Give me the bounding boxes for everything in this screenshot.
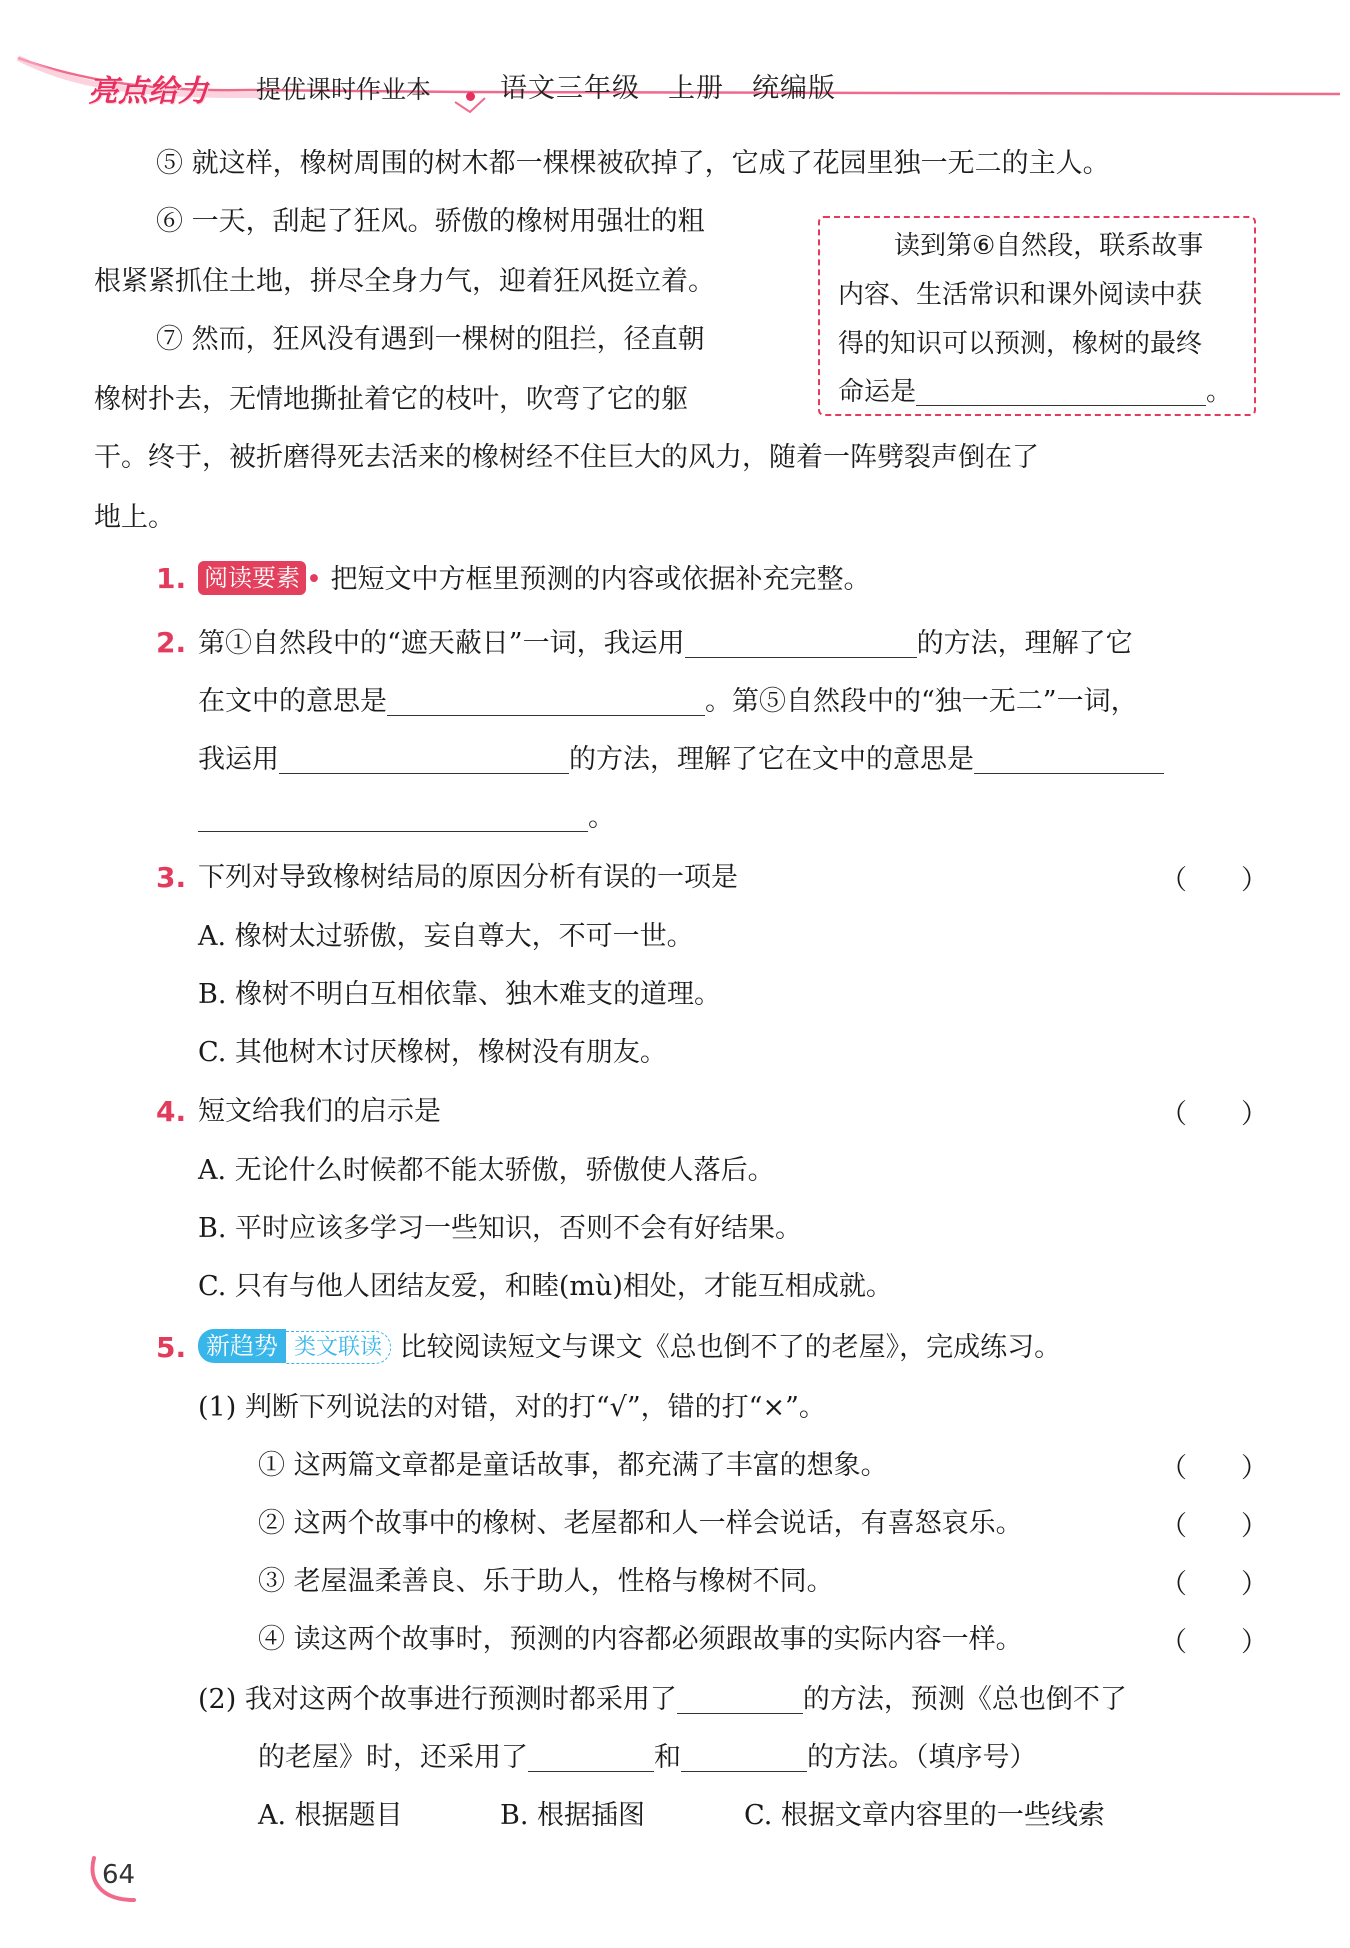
q5-text: 比较阅读短文与课文《总也倒不了的老屋》，完成练习。 xyxy=(399,1332,1062,1363)
q2-text-2: 的方法，理解了它 xyxy=(916,628,1133,659)
q5-item-4-paren[interactable]: （ ） xyxy=(1160,1627,1268,1658)
q5-sub2-line-2 xyxy=(258,1738,1037,1778)
related-reading-tag: 类文联读 xyxy=(286,1331,391,1364)
q2-blank-2[interactable] xyxy=(387,683,705,716)
page-number: 64 xyxy=(102,1860,136,1890)
q1-text: 把短文中方框里预测的内容或依据补充完整。 xyxy=(330,564,871,595)
q4-option-c[interactable]: C. 只有与他人团结友爱，和睦(mù)相处，才能互相成就。 xyxy=(198,1271,893,1302)
series-title: 提优课时作业本 xyxy=(256,75,432,104)
paragraph-7-line-2: 橡树扑去，无情地撕扯着它的枝叶，吹弯了它的躯 xyxy=(94,384,688,415)
q2-text-4: 。第⑤自然段中的“独一无二”一词， xyxy=(705,686,1138,717)
reading-element-tag: 阅读要素 xyxy=(198,561,306,595)
q5-sub2-blank-3[interactable] xyxy=(681,1739,807,1772)
q2-line-1 xyxy=(198,624,1133,664)
q2-blank-5[interactable] xyxy=(198,799,588,832)
q2-number: 2. xyxy=(156,626,187,659)
q3-option-a[interactable]: A. 橡树太过骄傲，妄自尊大，不可一世。 xyxy=(198,921,694,952)
tag-dot-icon: • xyxy=(306,564,322,595)
q5-number: 5. xyxy=(156,1331,187,1364)
q5-sub2-text-3: 的老屋》时，还采用了 xyxy=(258,1742,528,1773)
paragraph-5: ⑤ 就这样，橡树周围的树木都一棵棵被砍掉了，它成了花园里独一无二的主人。 xyxy=(156,148,1110,179)
q2-text-3: 在文中的意思是 xyxy=(198,686,387,717)
q5-sub2-text-1: (2) 我对这两个故事进行预测时都采用了 xyxy=(198,1684,677,1715)
q2-text-1: 第①自然段中的“遮天蔽日”一词，我运用 xyxy=(198,628,685,659)
q5-item-4: ④ 读这两个故事时，预测的内容都必须跟故事的实际内容一样。 xyxy=(258,1624,1023,1655)
tip-line-4 xyxy=(838,372,1232,412)
q2-text-7: 。 xyxy=(588,802,615,833)
q2-line-3 xyxy=(198,740,1164,780)
q5-choice-b: B. 根据插图 xyxy=(500,1800,646,1831)
q5-item-2-paren[interactable]: （ ） xyxy=(1160,1511,1268,1542)
q5-sub2-text-2: 的方法，预测《总也倒不了 xyxy=(802,1684,1127,1715)
q5-sub2-text-5: 的方法。（填序号） xyxy=(807,1742,1037,1773)
q2-blank-4[interactable] xyxy=(974,741,1164,774)
paragraph-7-line-1: ⑦ 然而，狂风没有遇到一棵树的阻拦，径直朝 xyxy=(156,324,705,355)
tip-line-4-text: 命运是 xyxy=(838,377,917,407)
q5-sub2-text-4: 和 xyxy=(654,1742,681,1773)
q2-blank-1[interactable] xyxy=(685,625,917,658)
new-trend-tag: 新趋势 xyxy=(198,1329,286,1363)
tip-line-2: 内容、生活常识和课外阅读中获 xyxy=(838,280,1203,310)
q3-option-b[interactable]: B. 橡树不明白互相依靠、独木难支的道理。 xyxy=(198,979,722,1010)
q1-number: 1. xyxy=(156,562,187,595)
q3-answer-paren[interactable]: （ ） xyxy=(1160,865,1268,896)
tip-line-4-end: 。 xyxy=(1206,377,1233,407)
paragraph-6-line-1: ⑥ 一天，刮起了狂风。骄傲的橡树用强壮的粗 xyxy=(156,206,705,237)
q5-sub2-line-1 xyxy=(198,1680,1127,1720)
q4-option-a[interactable]: A. 无论什么时候都不能太骄傲，骄傲使人落后。 xyxy=(198,1155,775,1186)
q5-item-2: ② 这两个故事中的橡树、老屋都和人一样会说话，有喜怒哀乐。 xyxy=(258,1508,1023,1539)
tip-line-3: 得的知识可以预测，橡树的最终 xyxy=(838,329,1203,359)
q5-sub2-blank-2[interactable] xyxy=(528,1739,654,1772)
q2-line-2 xyxy=(198,682,1138,722)
q4-answer-paren[interactable]: （ ） xyxy=(1160,1099,1268,1130)
q3-number: 3. xyxy=(156,861,187,894)
q5-item-3: ③ 老屋温柔善良、乐于助人，性格与橡树不同。 xyxy=(258,1566,834,1597)
brand-logo: 亮点给力 xyxy=(88,74,208,109)
q3-option-c[interactable]: C. 其他树木讨厌橡树，橡树没有朋友。 xyxy=(198,1037,667,1068)
q2-line-4 xyxy=(198,798,615,838)
q3-text: 下列对导致橡树结局的原因分析有误的一项是 xyxy=(198,862,738,893)
paragraph-7-line-3: 干。终于，被折磨得死去活来的橡树经不住巨大的风力，随着一阵劈裂声倒在了 xyxy=(94,442,1039,473)
paragraph-7-line-4: 地上。 xyxy=(94,502,175,533)
q5-item-1: ① 这两篇文章都是童话故事，都充满了丰富的想象。 xyxy=(258,1450,888,1481)
q5-sub2-blank-1[interactable] xyxy=(677,1681,803,1714)
q4-option-b[interactable]: B. 平时应该多学习一些知识，否则不会有好结果。 xyxy=(198,1213,803,1244)
grade-label: 语文三年级 上册 统编版 xyxy=(500,73,836,104)
paragraph-6-line-2: 根紧紧抓住土地，拼尽全身力气，迎着狂风挺立着。 xyxy=(94,266,715,297)
tip-answer-blank[interactable] xyxy=(916,373,1206,406)
q5-choice-a: A. 根据题目 xyxy=(258,1800,403,1831)
q5-item-1-paren[interactable]: （ ） xyxy=(1160,1453,1268,1484)
q5-item-3-paren[interactable]: （ ） xyxy=(1160,1569,1268,1600)
q4-number: 4. xyxy=(156,1095,187,1128)
q1-line xyxy=(198,560,871,600)
q2-text-5: 我运用 xyxy=(198,744,279,775)
q2-text-6: 的方法，理解了它在文中的意思是 xyxy=(569,744,974,775)
q5-sub1: (1) 判断下列说法的对错，对的打“√”，错的打“×”。 xyxy=(198,1392,826,1423)
q4-text: 短文给我们的启示是 xyxy=(198,1096,441,1127)
q5-choice-c: C. 根据文章内容里的一些线索 xyxy=(744,1800,1105,1831)
q5-line xyxy=(198,1328,1061,1368)
header-dot-icon xyxy=(466,92,475,101)
q2-blank-3[interactable] xyxy=(279,741,569,774)
tip-line-1: 读到第⑥自然段，联系故事 xyxy=(894,231,1204,261)
